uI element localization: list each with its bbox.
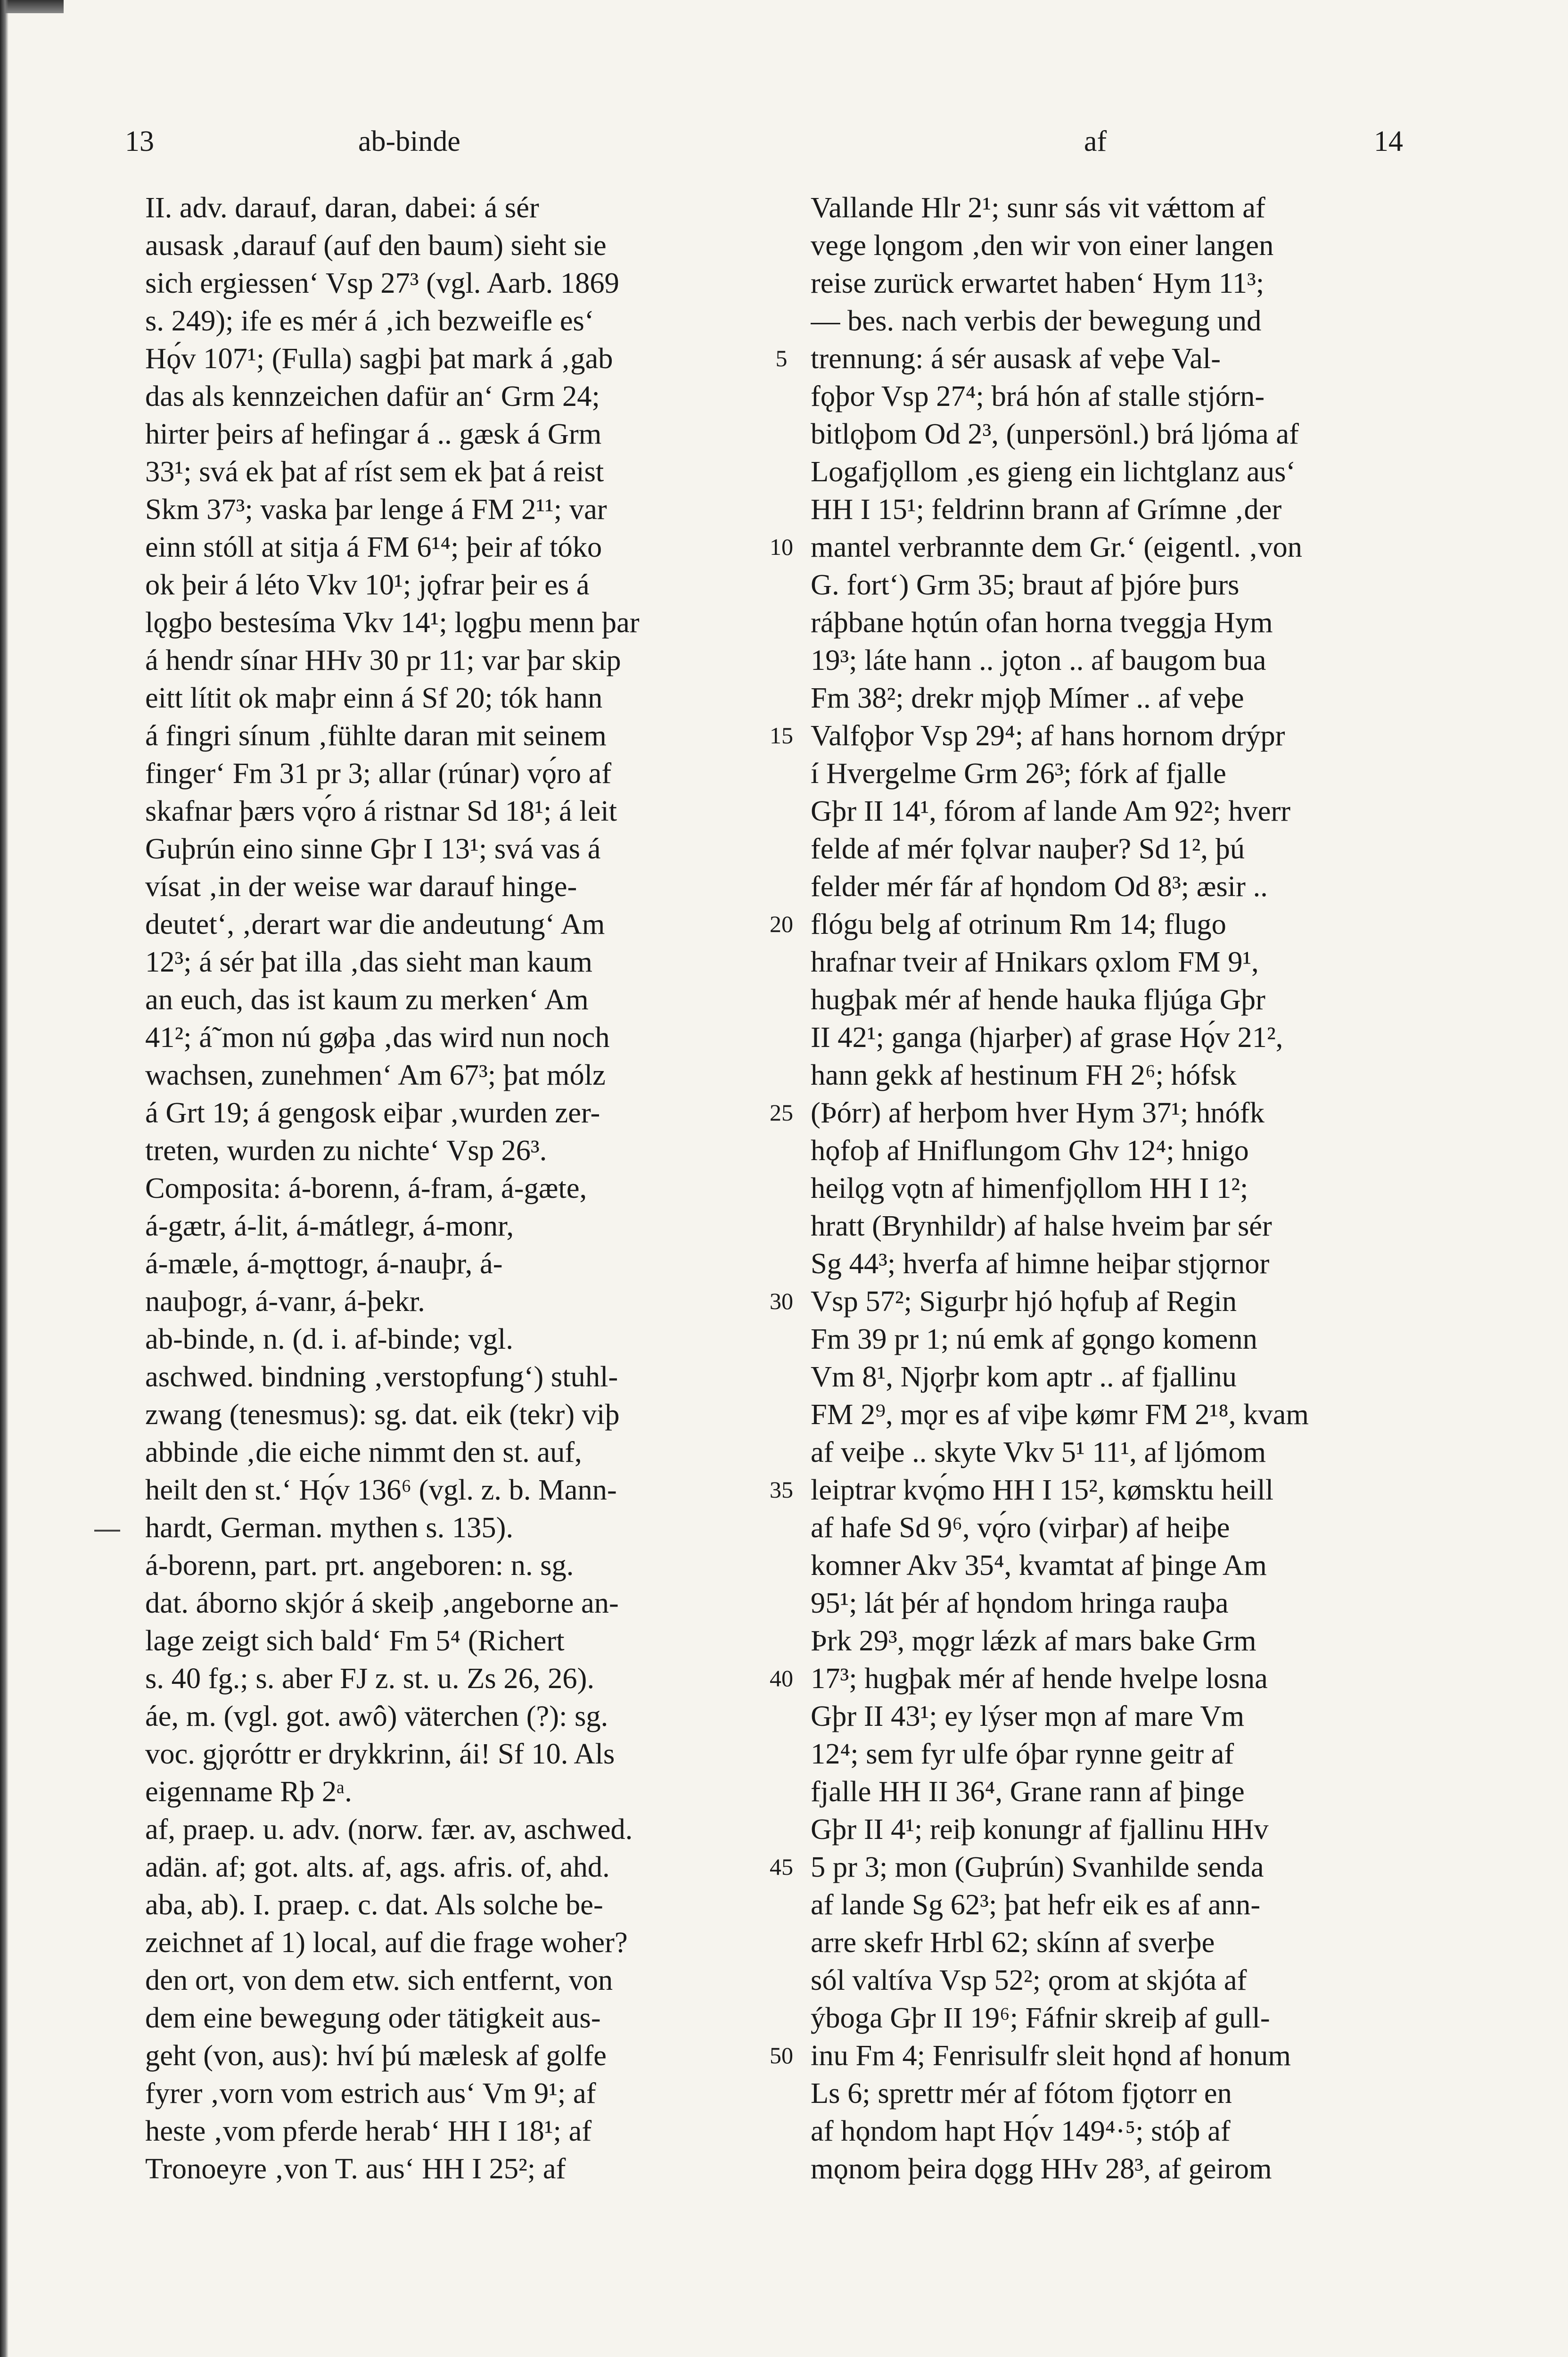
line-number: 50 [770, 2042, 793, 2069]
text-line: ab-binde, n. (d. i. af-binde; vgl. [145, 1322, 514, 1355]
line-number [753, 679, 810, 717]
text-line: ausask ‚darauf (auf den baum) sieht sie [145, 229, 607, 262]
line-number [753, 1697, 810, 1735]
line-number [753, 453, 810, 490]
text-line: eigenname Rþ 2ᵃ. [145, 1775, 352, 1808]
text-line: hugþak mér af hende hauka fljúga Gþr [811, 983, 1265, 1016]
text-line: Ls 6; sprettr mér af fótom fjǫtorr en [811, 2077, 1232, 2110]
text-line: vege lǫngom ‚den wir von einer langen [811, 229, 1274, 262]
text-line: deutet‘, ‚derart war die andeutung‘ Am [145, 907, 605, 940]
line-number [753, 189, 810, 226]
text-line: fjalle HH II 36⁴, Grane rann af þinge [811, 1775, 1245, 1808]
text-line: trennung: á sér ausask af veþe Val- [811, 342, 1221, 375]
line-number [753, 943, 810, 981]
line-number [753, 377, 810, 415]
text-line: aba, ab). I. praep. c. dat. Als solche be- [145, 1888, 603, 1921]
text-line: das als kennzeichen dafür an‘ Grm 24; [145, 379, 600, 412]
text-line: heilt den st.‘ Hǫ́v 136⁶ (vgl. z. b. Mann- [145, 1473, 617, 1506]
line-number [753, 2150, 810, 2187]
text-line: arre skefr Hrbl 62; skínn af sverþe [811, 1926, 1215, 1959]
line-number [753, 226, 810, 264]
text-line: lǫgþo bestesíma Vkv 14¹; lǫgþu menn þar [145, 606, 640, 639]
text-line: lage zeigt sich bald‘ Fm 5⁴ (Richert [145, 1624, 565, 1657]
text-line: zeichnet af 1) local, auf die frage woher? [145, 1926, 628, 1959]
text-line: s. 40 fg.; s. aber FJ z. st. u. Zs 26, 26). [145, 1662, 595, 1695]
line-number [753, 1207, 810, 1244]
text-line: hirter þeirs af hefingar á .. gæsk á Grm [145, 417, 602, 450]
text-line: Sg 44³; hverfa af himne heiþar stjǫrnor [811, 1247, 1270, 1280]
line-number: 35 [770, 1476, 793, 1503]
line-number: 20 [770, 911, 793, 937]
text-line: Þrk 29³, mǫgr lǽzk af mars bake Grm [811, 1624, 1256, 1657]
right-column [811, 189, 1419, 2187]
line-number [753, 1735, 810, 1772]
line-number [753, 754, 810, 792]
text-line: den ort, von dem etw. sich entfernt, von [145, 1963, 613, 1996]
text-line: Vm 8¹, Njǫrþr kom aptr .. af fjallinu [811, 1360, 1237, 1393]
text-line: dat. áborno skjór á skeiþ ‚angeborne an- [145, 1586, 619, 1619]
text-line: 33¹; svá ek þat af ríst sem ek þat á reist [145, 455, 604, 488]
text-line: felder mér fár af hǫndom Od 8³; æsir .. [811, 870, 1268, 903]
text-line: 41²; á˜mon nú gøþa ‚das wird nun noch [145, 1021, 610, 1054]
text-line: hratt (Brynhildr) af halse hveim þar sér [811, 1209, 1272, 1242]
text-line: Composita: á-borenn, á-fram, á-gæte, [145, 1171, 587, 1204]
text-line: skafnar þærs vǫ́ro á ristnar Sd 18¹; á leit [145, 794, 617, 827]
text-line: á-borenn, part. prt. angeboren: n. sg. [145, 1549, 574, 1582]
text-line: dem eine bewegung oder tätigkeit aus- [145, 2001, 601, 2034]
text-line: s. 249); ife es mér á ‚ich bezweifle es‘ [145, 304, 594, 337]
text-line: finger‘ Fm 31 pr 3; allar (rúnar) vǫ́ro af [145, 757, 612, 790]
line-number [753, 1018, 810, 1056]
text-line: nauþogr, á-vanr, á-þekr. [145, 1285, 425, 1318]
text-line: af, praep. u. adv. (norw. fær. av, aschwed. [145, 1813, 633, 1846]
text-line: Tronoeyre ‚von T. aus‘ HH I 25²; af [145, 2152, 566, 2185]
line-number [753, 1395, 810, 1433]
line-number: 30 [770, 1288, 793, 1314]
text-line: — bes. nach verbis der bewegung und [811, 304, 1262, 337]
text-line: 19³; láte hann .. jǫton .. af baugom bua [811, 643, 1266, 676]
text-line: 95¹; lát þér af hǫndom hringa rauþa [811, 1586, 1229, 1619]
line-number [753, 641, 810, 679]
line-number [753, 1358, 810, 1395]
line-number [753, 1131, 810, 1169]
text-line: ok þeir á léto Vkv 10¹; jǫfrar þeir es á [145, 568, 590, 601]
text-line: af veiþe .. skyte Vkv 5¹ 11¹, af ljómom [811, 1435, 1266, 1468]
line-number [753, 792, 810, 830]
line-number [753, 981, 810, 1018]
text-line: Fm 38²; drekr mjǫþ Mímer .. af veþe [811, 681, 1244, 714]
text-line: II 42¹; ganga (hjarþer) af grase Hǫ́v 21², [811, 1021, 1283, 1054]
line-number [753, 1433, 810, 1471]
text-line: Fm 39 pr 1; nú emk af gǫngo komenn [811, 1322, 1257, 1355]
line-number [753, 415, 810, 453]
line-number [753, 264, 810, 302]
running-headword-right: af [1084, 125, 1107, 157]
line-number [753, 1886, 810, 1923]
text-line: II. adv. darauf, daran, dabei: á sér [145, 191, 539, 224]
text-line: HH I 15¹; feldrinn brann af Grímne ‚der [811, 493, 1282, 526]
text-line: 12³; á sér þat illa ‚das sieht man kaum [145, 945, 593, 978]
text-line: af lande Sg 62³; þat hefr eik es af ann- [811, 1888, 1261, 1921]
text-line: Gþr II 43¹; ey lýser mǫn af mare Vm [811, 1699, 1245, 1732]
text-line: heilǫg vǫtn af himenfjǫllom HH I 1²; [811, 1171, 1248, 1204]
text-line: zwang (tenesmus): sg. dat. eik (tekr) viþ [145, 1398, 620, 1431]
line-number [753, 1810, 810, 1848]
line-number [753, 1056, 810, 1094]
text-line: fǫþor Vsp 27⁴; brá hón af stalle stjórn- [811, 379, 1265, 412]
page-number-right: 14 [1374, 125, 1403, 157]
text-line: inu Fm 4; Fenrisulfr sleit hǫnd af honum [811, 2039, 1291, 2072]
page-number-left: 13 [125, 125, 154, 157]
left-column [145, 189, 753, 2187]
line-number [753, 1546, 810, 1584]
text-line: FM 2⁹, mǫr es af viþe kømr FM 2¹⁸, kvam [811, 1398, 1309, 1431]
text-line: ýboga Gþr II 19⁶; Fáfnir skreiþ af gull- [811, 2001, 1270, 2034]
text-line: felde af mér fǫlvar nauþer? Sd 1², þú [811, 832, 1245, 865]
text-line: Vsp 57²; Sigurþr hjó hǫfuþ af Regin [811, 1285, 1237, 1318]
line-number [753, 1622, 810, 1659]
scan-frame-top [0, 0, 64, 13]
line-number [753, 302, 810, 339]
text-line: fyrer ‚vorn vom estrich aus‘ Vm 9¹; af [145, 2077, 596, 2110]
margin-mark [94, 1530, 120, 1532]
text-line: Guþrún eino sinne Gþr I 13¹; svá vas á [145, 832, 601, 865]
text-line: sich ergiessen‘ Vsp 27³ (vgl. Aarb. 1869 [145, 266, 619, 299]
text-line: reise zurück erwartet haben‘ Hym 11³; [811, 266, 1264, 299]
line-number [753, 1584, 810, 1622]
line-number [753, 2112, 810, 2150]
text-line: sól valtíva Vsp 52²; ǫrom at skjóta af [811, 1963, 1247, 1996]
text-line: G. fort‘) Grm 35; braut af þjóre þurs [811, 568, 1240, 601]
line-number [753, 1999, 810, 2036]
text-line: voc. gjǫróttr er drykkrinn, ái! Sf 10. Als [145, 1737, 615, 1770]
line-number: 5 [775, 345, 788, 371]
text-line: hardt, German. mythen s. 135). [145, 1511, 514, 1544]
line-number [753, 1244, 810, 1282]
text-line: abbinde ‚die eiche nimmt den st. auf, [145, 1435, 582, 1468]
text-line: Valfǫþor Vsp 29⁴; af hans hornom drýpr [811, 719, 1285, 752]
text-line: aschwed. bindning ‚verstopfung‘) stuhl- [145, 1360, 618, 1393]
line-number [753, 867, 810, 905]
text-line: an euch, das ist kaum zu merken‘ Am [145, 983, 589, 1016]
running-header [0, 120, 1568, 163]
text-line: á hendr sínar HHv 30 pr 11; var þar skip [145, 643, 621, 676]
line-number [753, 1923, 810, 1961]
text-line: heste ‚vom pferde herab‘ HH I 18¹; af [145, 2114, 592, 2147]
text-line: Hǫ́v 107¹; (Fulla) sagþi þat mark á ‚gab [145, 342, 613, 375]
text-line: eitt lítit ok maþr einn á Sf 20; tók hann [145, 681, 603, 714]
running-headword-left: ab-binde [358, 125, 460, 157]
line-number [753, 2074, 810, 2112]
text-line: á fingri sínum ‚fühlte daran mit seinem [145, 719, 607, 752]
text-line: af hafe Sd 9⁶, vǫ́ro (virþar) af heiþe [811, 1511, 1230, 1544]
text-line: mantel verbrannte dem Gr.‘ (eigentl. ‚von [811, 530, 1303, 563]
line-number: 25 [770, 1099, 793, 1126]
line-number [753, 1772, 810, 1810]
text-line: (Þórr) af herþom hver Hym 37¹; hnófk [811, 1096, 1264, 1129]
line-number: 15 [770, 722, 793, 749]
text-line: einn stóll at sitja á FM 6¹⁴; þeir af tóko [145, 530, 602, 563]
text-line: leiptrar kvǫ́mo HH I 15², kømsktu heill [811, 1473, 1274, 1506]
line-number [753, 1961, 810, 1999]
line-number [753, 1169, 810, 1207]
text-line: Gþr II 4¹; reiþ konungr af fjallinu HHv [811, 1813, 1269, 1846]
text-line: 5 pr 3; mon (Guþrún) Svanhilde senda [811, 1850, 1264, 1883]
text-line: á Grt 19; á gengosk eiþar ‚wurden zer- [145, 1096, 600, 1129]
line-number [753, 1320, 810, 1358]
text-line: áe, m. (vgl. got. awô) väterchen (?): sg. [145, 1699, 608, 1732]
line-number-gutter [753, 189, 810, 2187]
text-line: bitlǫþom Od 2³, (unpersönl.) brá ljóma af [811, 417, 1299, 450]
text-line: ráþbane hǫtún ofan horna tveggja Hym [811, 606, 1273, 639]
scan-frame-left [0, 0, 8, 2357]
text-line: 12⁴; sem fyr ulfe óþar rynne geitr af [811, 1737, 1234, 1770]
line-number [753, 830, 810, 867]
text-line: vísat ‚in der weise war darauf hinge- [145, 870, 577, 903]
text-line: Logafjǫllom ‚es gieng ein lichtglanz aus‘ [811, 455, 1296, 488]
text-line: treten, wurden zu nichte‘ Vsp 26³. [145, 1134, 547, 1167]
text-line: á-gætr, á-lit, á-mátlegr, á-monr, [145, 1209, 514, 1242]
text-line: Vallande Hlr 2¹; sunr sás vit vǽttom af [811, 191, 1265, 224]
text-line: wachsen, zunehmen‘ Am 67³; þat mólz [145, 1058, 606, 1091]
line-number [753, 566, 810, 603]
text-line: Gþr II 14¹, fórom af lande Am 92²; hverr [811, 794, 1291, 827]
text-line: hann gekk af hestinum FH 2⁶; hófsk [811, 1058, 1237, 1091]
text-line: 17³; hugþak mér af hende hvelpe losna [811, 1662, 1268, 1695]
line-number: 10 [770, 534, 793, 560]
text-line: mǫnom þeira dǫgg HHv 28³, af geirom [811, 2152, 1272, 2185]
text-line: flógu belg af otrinum Rm 14; flugo [811, 907, 1226, 940]
text-line: komner Akv 35⁴, kvamtat af þinge Am [811, 1549, 1267, 1582]
text-line: adän. af; got. alts. af, ags. afris. of, ahd. [145, 1850, 610, 1883]
text-line: hrafnar tveir af Hnikars ǫxlom FM 9¹, [811, 945, 1259, 978]
line-number: 40 [770, 1665, 793, 1691]
text-line: í Hvergelme Grm 26³; fórk af fjalle [811, 757, 1226, 790]
line-number [753, 603, 810, 641]
line-number: 45 [770, 1854, 793, 1880]
text-line: hǫfoþ af Hniflungom Ghv 12⁴; hnigo [811, 1134, 1249, 1167]
text-line: af hǫndom hapt Hǫ́v 149⁴·⁵; stóþ af [811, 2114, 1231, 2147]
line-number [753, 490, 810, 528]
text-line: á-mæle, á-mǫttogr, á-nauþr, á- [145, 1247, 503, 1280]
text-line: geht (von, aus): hví þú mælesk af golfe [145, 2039, 607, 2072]
text-line: Skm 37³; vaska þar lenge á FM 2¹¹; var [145, 493, 607, 526]
line-number [753, 1508, 810, 1546]
